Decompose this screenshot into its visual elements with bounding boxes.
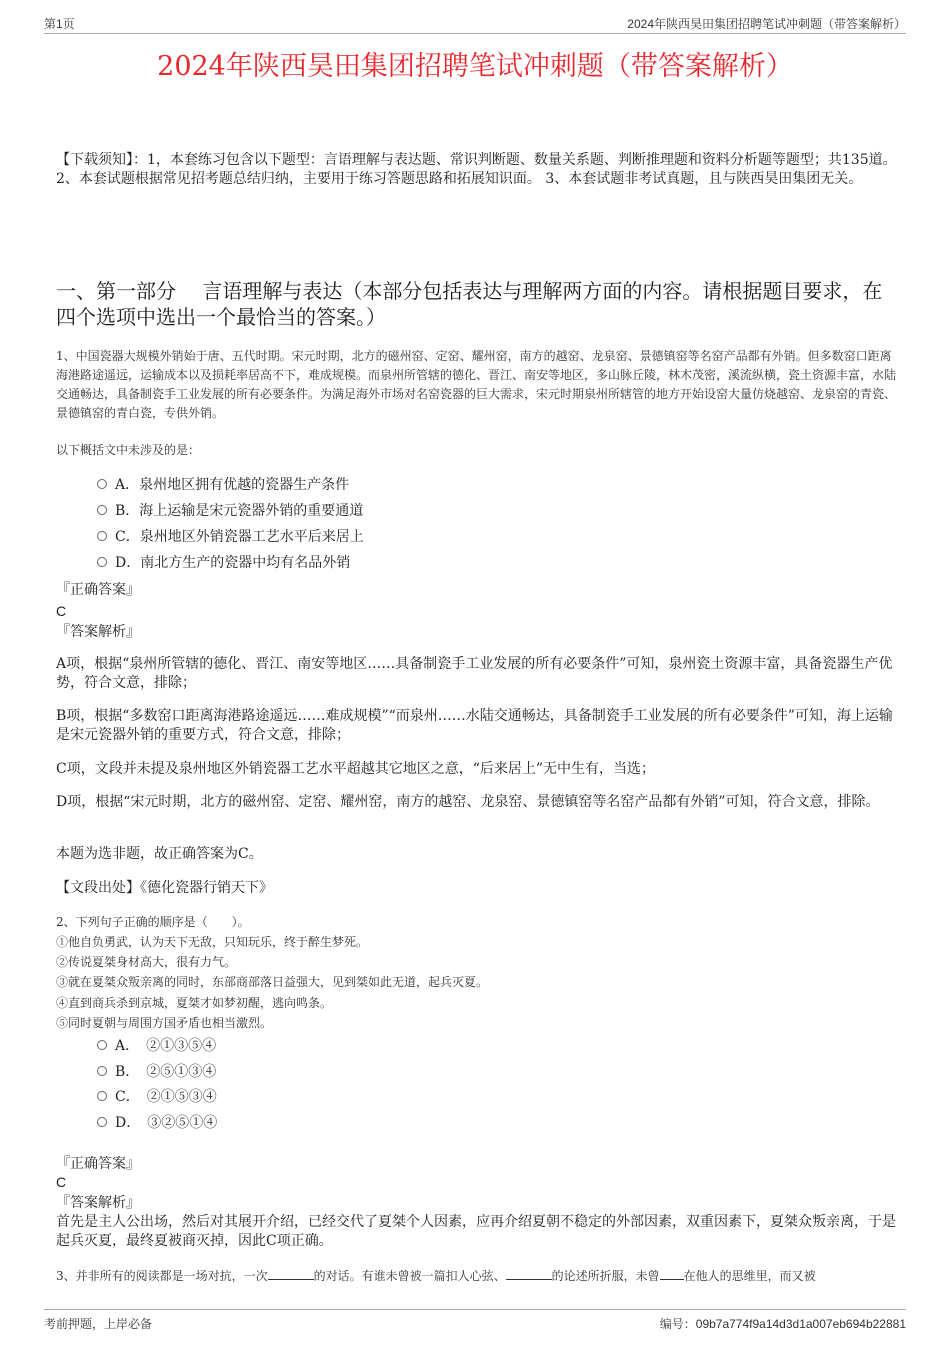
q2-sentence-2: ②传说夏桀身材高大，很有力气。 xyxy=(56,955,237,969)
q2-sentence-1: ①他自负勇武，认为天下无敌，只知玩乐，终于醉生梦死。 xyxy=(56,935,369,949)
fill-blank-3[interactable] xyxy=(660,1267,684,1280)
q1-option-b[interactable]: B．海上运输是宋元瓷器外销的重要通道 xyxy=(97,501,363,521)
q2-stem: 2、下列句子正确的顺序是（ ）。 xyxy=(56,915,250,929)
fill-blank-2[interactable] xyxy=(506,1267,552,1280)
download-notice: 【下载须知】：1，本套练习包含以下题型：言语理解与表达题、常识判断题、数量关系题、判断推理题和资料分析题等题型；共135道。 2、本套试题根据常见招考题总结归纳，主要用于练习答题思路和拓展知识面。 3、本套试题非考试真题，且与陕西昊田集团无关。 xyxy=(56,152,897,187)
q1-stem: 以下概括文中未涉及的是： xyxy=(56,443,201,457)
q1-conclusion: 本题为选非题，故正确答案为C。 xyxy=(56,846,263,862)
q1-analysis-b: B项，根据“多数窑口距离海港路途遥远……难成规模”“而泉州……水陆交通畅达，具备制瓷手工业发展的所有必要条件”可知，海上运输是宋元瓷器外销的重要方式，符合文意，排除； xyxy=(56,708,893,743)
q1-answer-label: 『正确答案』 xyxy=(56,582,140,598)
q2-sentence-5: ⑤同时夏朝与周围方国矛盾也相当激烈。 xyxy=(56,1016,273,1030)
q2-option-d[interactable]: D． ③②⑤①④ xyxy=(97,1113,217,1133)
q1-option-a[interactable]: A．泉州地区拥有优越的瓷器生产条件 xyxy=(97,475,349,495)
header-doc-title: 2024年陕西昊田集团招聘笔试冲刺题（带答案解析） xyxy=(627,17,906,31)
radio-icon[interactable] xyxy=(97,531,107,541)
page-number: 第1页 xyxy=(44,17,75,31)
radio-icon[interactable] xyxy=(97,1040,107,1050)
q1-source: 【文段出处】《德化瓷器行销天下》 xyxy=(56,880,273,896)
radio-icon[interactable] xyxy=(97,479,107,489)
q2-sentence-4: ④直到商兵杀到京城，夏桀才如梦初醒，逃向鸣条。 xyxy=(56,996,333,1010)
radio-icon[interactable] xyxy=(97,1091,107,1101)
q2-analysis: 首先是主人公出场，然后对其展开介绍，已经交代了夏桀个人因素，应再介绍夏朝不稳定的外部因素，双重因素下，夏桀众叛亲离，于是起兵灭夏，最终夏被商灭掉，因此C项正确。 xyxy=(56,1214,896,1249)
footer-slogan: 考前押题，上岸必备 xyxy=(44,1317,153,1331)
q2-answer-label: 『正确答案』 xyxy=(56,1156,140,1172)
q1-option-c[interactable]: C．泉州地区外销瓷器工艺水平后来居上 xyxy=(97,527,364,547)
q3-stem: 3、并非所有的阅读都是一场对抗，一次 的对话。有谁未曾被一篇扣人心弦、 的论述所折服，未曾 在他人的思维里，而又被 xyxy=(56,1269,816,1283)
fill-blank-1[interactable] xyxy=(268,1267,314,1280)
q2-option-b[interactable]: B． ②⑤①③④ xyxy=(97,1062,216,1082)
q2-option-a[interactable]: A． ②①③⑤④ xyxy=(97,1036,216,1056)
q2-analysis-label: 『答案解析』 xyxy=(56,1195,140,1211)
header-divider xyxy=(44,33,906,34)
footer-divider xyxy=(44,1309,906,1310)
radio-icon[interactable] xyxy=(97,1117,107,1127)
q1-option-d[interactable]: D．南北方生产的瓷器中均有名品外销 xyxy=(97,553,350,573)
q2-option-c[interactable]: C． ②①⑤③④ xyxy=(97,1087,217,1107)
radio-icon[interactable] xyxy=(97,505,107,515)
q1-analysis-c: C项，文段并未提及泉州地区外销瓷器工艺水平超越其它地区之意，“后来居上”无中生有，当选； xyxy=(56,761,656,777)
section-heading: 一、第一部分 言语理解与表达（本部分包括表达与理解两方面的内容。请根据题目要求，在四个选项中选出一个最恰当的答案。） xyxy=(56,279,883,329)
q1-analysis-d: D项，根据“宋元时期，北方的磁州窑、定窑、耀州窑，南方的越窑、龙泉窑、景德镇窑等名窑产品都有外销”可知，符合文意，排除。 xyxy=(56,794,880,810)
q1-answer: C xyxy=(56,603,67,619)
q1-analysis-a: A项，根据“泉州所管辖的德化、晋江、南安等地区……具备制瓷手工业发展的所有必要条件”可知，泉州瓷土资源丰富，具备瓷器生产优势，符合文意，排除； xyxy=(56,656,893,691)
q2-answer: C xyxy=(56,1174,67,1190)
page-title: 2024年陕西昊田集团招聘笔试冲刺题（带答案解析） xyxy=(157,51,793,82)
footer-code: 编号：09b7a774f9a14d3d1a007eb694b22881 xyxy=(659,1317,906,1331)
q1-analysis-label: 『答案解析』 xyxy=(56,624,140,640)
radio-icon[interactable] xyxy=(97,1066,107,1076)
q1-passage: 1、中国瓷器大规模外销始于唐、五代时期。宋元时期，北方的磁州窑、定窑、耀州窑，南方的越窑、龙泉窑、景德镇窑等名窑产品都有外销。但多数窑口距离海港路途遥远，运输成本以及损耗率居高不下，难成规模。而泉州所管辖的德化、晋江、南安等地区，多山脉丘陵，林木茂密，溪流纵横，瓷土资源丰富，水陆交通畅达，具备制瓷手工业发展的所有必要条件。为满足海外市场对名窑瓷器的巨大需求，宋元时期泉州所辖管的地方开始设窑大量仿烧越窑、龙泉窑的青瓷、景德镇窑的青白瓷，专供外销。 xyxy=(56,349,897,420)
radio-icon[interactable] xyxy=(97,557,107,567)
q2-sentence-3: ③就在夏桀众叛亲离的同时，东部商部落日益强大，见到桀如此无道，起兵灭夏。 xyxy=(56,975,489,989)
